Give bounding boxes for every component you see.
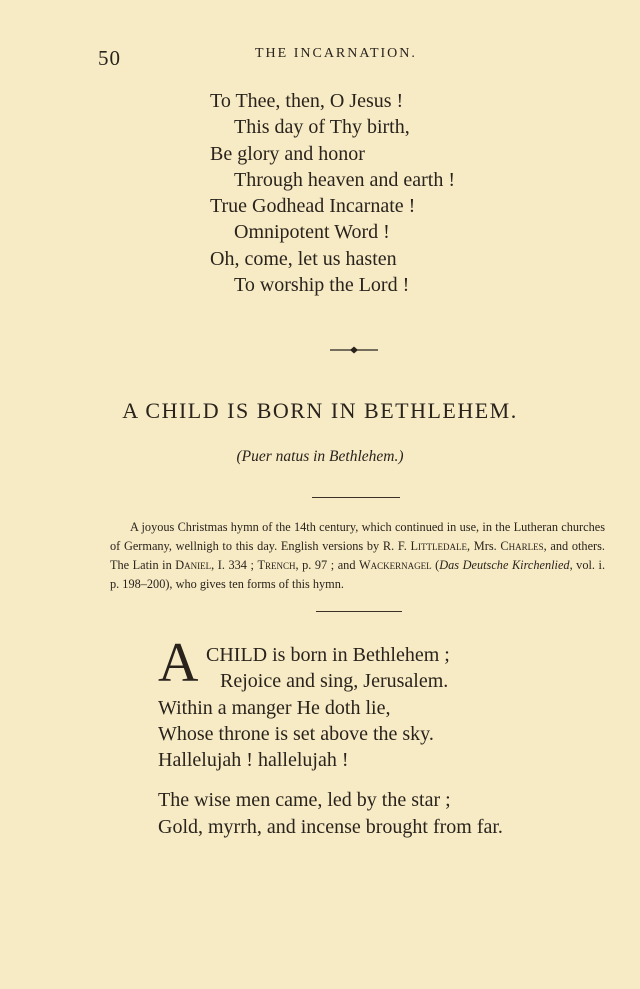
note-text: A joyous Christmas hymn of the 14th century, which continued in use, in the Lutheran churches of Germany, wellnigh to this day. English versions by: [110, 520, 605, 553]
hymn-title: A CHILD IS BORN IN BETHLEHEM.: [122, 398, 518, 423]
page-number: 50: [98, 46, 121, 70]
verse-line: Be glory and honor: [210, 142, 365, 165]
hymn-line: The wise men came, led by the star ;: [158, 789, 451, 812]
note-name: Trench: [257, 558, 296, 572]
note-name: Wackernagel: [359, 558, 432, 572]
verse-line: This day of Thy birth,: [234, 116, 410, 139]
hymn-line: Within a manger He doth lie,: [158, 696, 391, 719]
hymn-line: Hallelujah ! hallelujah !: [158, 749, 349, 772]
note-name: R. F. Littledale: [382, 539, 468, 553]
hymn-stanza: [158, 642, 503, 840]
divider-rule: [316, 611, 402, 612]
hymn-line: Whose throne is set above the sky.: [158, 722, 434, 745]
note-work-title: Das Deutsche Kirchenlied: [439, 558, 570, 572]
verse-line: Omnipotent Word !: [234, 221, 390, 244]
verse-line: Oh, come, let us hasten: [210, 247, 397, 270]
verse-line: To Thee, then, O Jesus !: [210, 90, 404, 112]
drop-cap: A: [158, 632, 199, 694]
hymn-line: Gold, myrrh, and incense brought from far.: [158, 815, 503, 838]
verse-stanza: [210, 88, 455, 298]
note-name: Charles: [500, 539, 544, 553]
hymn-note: [110, 518, 605, 594]
verse-line: True Godhead Incarnate !: [210, 195, 416, 218]
note-text: , vol. i. p. 198–200), who gives ten forms of this hymn.: [110, 558, 606, 591]
verse-line: To worship the Lord !: [234, 274, 410, 297]
note-text: , Mrs.: [467, 539, 501, 553]
note-text: , and others. The Latin in: [110, 539, 605, 572]
ornament-divider-icon: [330, 343, 378, 357]
hymn-latin-subtitle: (Puer natus in Bethlehem.): [236, 448, 404, 465]
divider-rule: [312, 497, 400, 498]
note-text: , I. 334 ;: [211, 558, 258, 572]
running-head: THE INCARNATION.: [255, 46, 417, 61]
note-text: , p. 97 ; and: [295, 558, 360, 572]
hymn-line: Rejoice and sing, Jerusalem.: [220, 670, 449, 693]
hymn-first-line: CHILD is born in Bethlehem ;: [206, 644, 450, 666]
note-name: Daniel: [175, 558, 212, 572]
note-text: (: [431, 558, 440, 572]
verse-line: Through heaven and earth !: [234, 168, 456, 191]
